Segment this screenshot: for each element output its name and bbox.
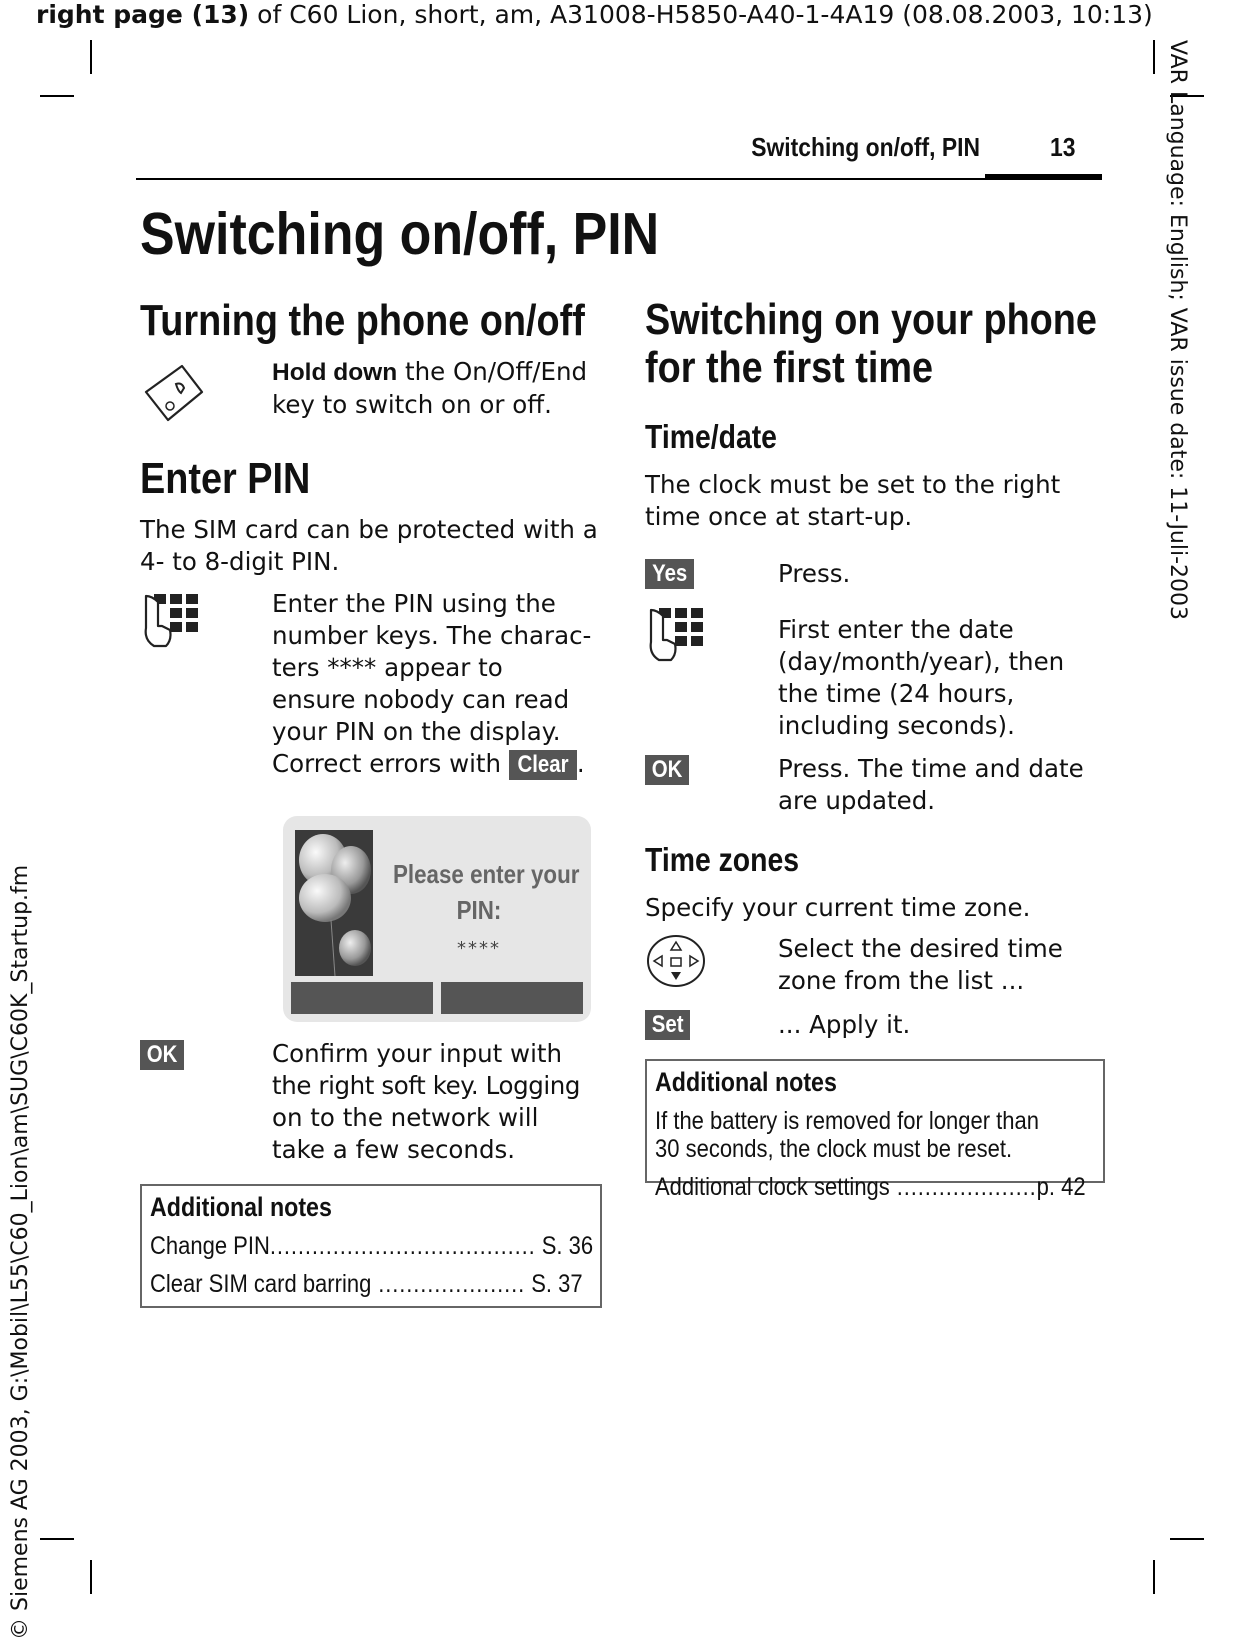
confirm-line: take a few seconds. — [272, 1135, 516, 1164]
crop-mark — [40, 95, 74, 97]
pin-step-line: your PIN on the display. — [272, 717, 561, 746]
turning-line1: the On/Off/End — [397, 357, 588, 386]
yes-key: Yes — [645, 559, 694, 589]
pin-intro-line1: The SIM card can be protected with a — [140, 515, 598, 544]
screen-prompt-line2: PIN: — [456, 895, 502, 925]
enter-date-line: (day/month/year), then — [778, 647, 1065, 676]
side-info-left: © Siemens AG 2003, G:\Mobil\L55\C60_Lion\am\SUG\C60K_Startup.fm — [8, 864, 33, 1640]
timedate-intro — [645, 469, 1060, 533]
page-title: Switching on/off, PIN — [140, 201, 660, 267]
notes-row-dots: ..................... — [371, 1270, 526, 1298]
ok-press-text — [778, 753, 1084, 817]
notes-row-ref: S. 36 — [541, 1232, 594, 1260]
heading-first-time — [645, 296, 1097, 392]
enter-date-text — [778, 614, 1064, 742]
notes-body-line: If the battery is removed for longer than — [655, 1107, 1039, 1135]
notes-body-line: 30 seconds, the clock must be reset. — [655, 1135, 1013, 1163]
crop-mark — [1170, 1538, 1204, 1540]
header-rule — [136, 178, 1102, 180]
turning-text — [272, 356, 587, 421]
confirm-text — [272, 1038, 602, 1166]
heading-time-zones: Time zones — [645, 841, 800, 878]
notes-row-label: Change PIN — [150, 1232, 270, 1260]
screen-prompt-line1: Please enter your — [393, 859, 580, 889]
set-key: Set — [645, 1010, 690, 1040]
notes-row — [150, 1232, 601, 1261]
confirm-line: the right soft key. Logging — [272, 1071, 581, 1100]
ok-key-right: OK — [645, 755, 689, 785]
notes-row-label: Clear SIM card barring — [150, 1270, 372, 1298]
left-softkey — [291, 982, 433, 1014]
navigation-key-icon — [645, 933, 707, 989]
end-key-icon — [138, 362, 208, 422]
crop-mark — [1153, 40, 1155, 74]
balloon-image — [295, 830, 373, 976]
crop-mark — [90, 40, 92, 74]
page-number: 13 — [1050, 132, 1076, 162]
timezones-intro: Specify your current time zone. — [645, 893, 1031, 922]
pin-step-line: number keys. The charac- — [272, 621, 592, 650]
heading-enter-pin: Enter PIN — [140, 454, 311, 503]
pin-intro-line2: 4- to 8-digit PIN. — [140, 547, 340, 576]
select-zone-text — [778, 933, 1063, 997]
banner-rest: of C60 Lion, short, am, A31008-H5850-A40-1-4A19 (08.08.2003, 10:13) — [249, 0, 1153, 29]
timedate-intro-line1: The clock must be set to the right — [645, 470, 1061, 499]
notes-row — [150, 1270, 601, 1299]
ok-press-line: are updated. — [778, 786, 936, 815]
notes-row — [655, 1173, 1086, 1202]
additional-notes-right — [645, 1059, 1105, 1201]
crop-mark — [40, 1538, 74, 1540]
notes-heading: Additional notes — [655, 1067, 837, 1097]
notes-row-dots: ...................................... — [269, 1232, 536, 1260]
heading-first-time-line2: for the first time — [645, 343, 934, 392]
hold-down-label: Hold down — [272, 359, 398, 386]
pin-step-line: Enter the PIN using the — [272, 589, 556, 618]
ok-key-left: OK — [140, 1040, 184, 1070]
header-rule-thick — [985, 174, 1102, 180]
crop-mark — [1153, 1560, 1155, 1594]
notes-body — [655, 1107, 1039, 1163]
heading-turning: Turning the phone on/off — [140, 296, 585, 345]
clear-key: Clear — [509, 750, 577, 780]
notes-row-label: Additional clock settings — [655, 1173, 890, 1201]
select-zone-line: zone from the list ... — [778, 966, 1025, 995]
additional-notes-left — [140, 1184, 602, 1308]
phone-screen — [283, 816, 591, 1022]
select-zone-line: Select the desired time — [778, 934, 1063, 963]
period: . — [576, 749, 585, 778]
notes-row-ref: p. 42 — [1036, 1173, 1086, 1201]
pin-intro — [140, 514, 598, 578]
side-info-right: VAR Language: English; VAR issue date: 11-Juli-2003 — [1165, 40, 1190, 621]
pin-step-line: Correct errors with — [272, 749, 502, 778]
screen-pin-mask: **** — [457, 938, 501, 959]
confirm-line: Confirm your input with — [272, 1039, 563, 1068]
keypad-icon — [645, 606, 705, 664]
print-banner — [36, 0, 1153, 29]
pin-step-line: ters **** appear to — [272, 653, 503, 682]
running-title: Switching on/off, PIN — [751, 132, 980, 162]
ok-press-line: Press. The time and date — [778, 754, 1084, 783]
timedate-intro-line2: time once at start-up. — [645, 502, 913, 531]
keypad-icon — [140, 592, 200, 650]
enter-date-line: including seconds). — [778, 711, 1015, 740]
enter-date-line: First enter the date — [778, 615, 1014, 644]
heading-first-time-line1: Switching on your phone — [645, 295, 1097, 344]
pin-steps — [272, 588, 592, 780]
crop-mark — [90, 1560, 92, 1594]
right-softkey — [441, 982, 583, 1014]
notes-row-ref: S. 37 — [531, 1270, 583, 1298]
confirm-line: on to the network will — [272, 1103, 539, 1132]
notes-row-dots: .................... — [889, 1173, 1037, 1201]
heading-time-date: Time/date — [645, 418, 777, 455]
yes-text: Press. — [778, 559, 851, 588]
set-text: ... Apply it. — [778, 1010, 911, 1039]
pin-step-line: ensure nobody can read — [272, 685, 570, 714]
enter-date-line: the time (24 hours, — [778, 679, 1015, 708]
notes-heading: Additional notes — [150, 1192, 332, 1222]
banner-bold: right page (13) — [36, 0, 250, 29]
running-header — [600, 132, 980, 163]
turning-line2: key to switch on or off. — [272, 390, 552, 419]
